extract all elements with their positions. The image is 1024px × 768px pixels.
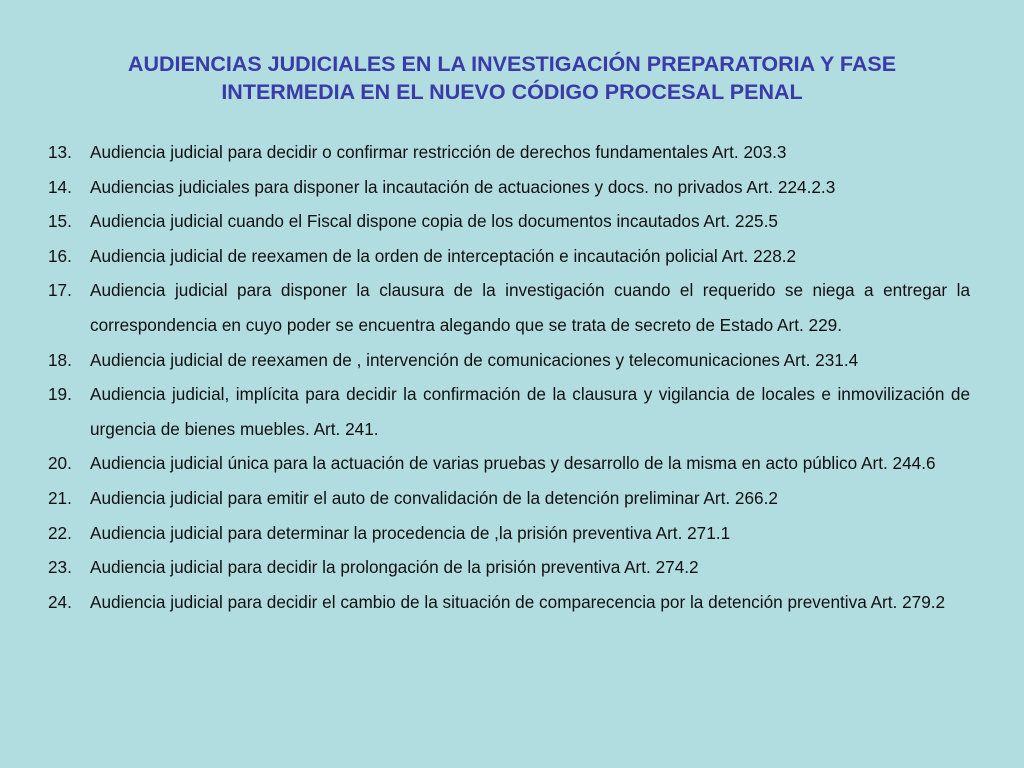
list-item-number: 15.	[48, 211, 72, 232]
slide-title	[60, 50, 964, 106]
list-item-text: Audiencia judicial para decidir el cambio de la situación de comparecencia por la detención preventiva Art. 279.2	[90, 591, 946, 612]
list-item-number: 23.	[48, 557, 72, 578]
slide-title-line-2: INTERMEDIA EN EL NUEVO CÓDIGO PROCESAL PENAL	[221, 80, 803, 104]
list-item	[48, 170, 970, 205]
numbered-list	[48, 135, 970, 619]
list-item	[48, 135, 970, 170]
list-item-number: 20.	[48, 453, 72, 474]
list-item-text: Audiencia judicial de reexamen de , intervención de comunicaciones y telecomunicaciones Art. 231.4	[90, 349, 859, 370]
list-item-text: Audiencia judicial para disponer la clausura de la investigación cuando el requerido se niega a entregar la correspondencia en cuyo poder se encuentra alegando que se trata de secreto de Estado Art. 229.	[90, 280, 970, 335]
list-item	[48, 239, 970, 274]
list-item	[48, 377, 970, 446]
list-item-text: Audiencia judicial para determinar la procedencia de ,la prisión preventiva Art. 271.1	[90, 522, 731, 543]
list-item-text: Audiencias judiciales para disponer la incautación de actuaciones y docs. no privados Art. 224.2.3	[90, 176, 836, 197]
list-item	[48, 343, 970, 378]
list-item-text: Audiencia judicial cuando el Fiscal dispone copia de los documentos incautados Art. 225.5	[90, 211, 778, 232]
list-item-number: 13.	[48, 142, 72, 162]
list-item-number: 21.	[48, 487, 72, 508]
list-item-text: Audiencia judicial de reexamen de la orden de interceptación e incautación policial Art. 228.2	[90, 245, 797, 266]
list-item	[48, 273, 970, 342]
list-item-number: 22.	[48, 522, 72, 543]
list-item-number: 16.	[48, 245, 72, 266]
list-item	[48, 585, 970, 620]
list-item-number: 17.	[48, 280, 72, 301]
list-item-number: 19.	[48, 384, 72, 405]
list-item	[48, 204, 970, 239]
list-item-text: Audiencia judicial para emitir el auto de convalidación de la detención preliminar Art. 266.2	[90, 487, 778, 508]
list-item-number: 14.	[48, 176, 72, 197]
list-item-text: Audiencia judicial, implícita para decidir la confirmación de la clausura y vigilancia de locales e inmovilización de urgencia de bienes muebles. Art. 241.	[90, 384, 970, 439]
list-item-text: Audiencia judicial para decidir o confirmar restricción de derechos fundamentales Art. 203.3	[90, 142, 787, 162]
list-item	[48, 516, 970, 551]
list-item	[48, 446, 970, 481]
list-item-number: 24.	[48, 591, 72, 612]
slide-title-line-1: AUDIENCIAS JUDICIALES EN LA INVESTIGACIÓN PREPARATORIA Y FASE	[127, 52, 897, 76]
list-item	[48, 481, 970, 516]
list-item-text: Audiencia judicial única para la actuación de varias pruebas y desarrollo de la misma en acto público Art. 244.6	[90, 453, 936, 474]
list-item-text: Audiencia judicial para decidir la prolongación de la prisión preventiva Art. 274.2	[90, 557, 699, 578]
list-item-number: 18.	[48, 349, 72, 370]
list-item	[48, 550, 970, 585]
